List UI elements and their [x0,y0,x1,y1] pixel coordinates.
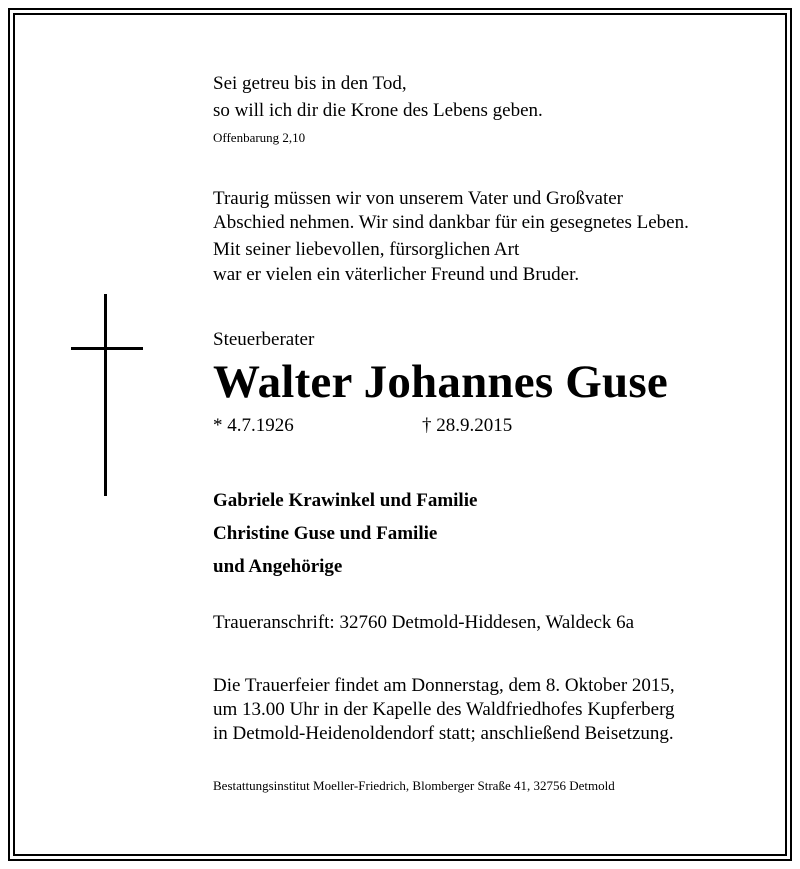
intro-line-3: Mit seiner liebevollen, fürsorglichen Art [213,239,520,260]
death-date: † 28.9.2015 [422,415,513,436]
birth-date: * 4.7.1926 [213,415,294,436]
mourning-address: Traueranschrift: 32760 Detmold-Hiddesen, Waldeck 6a [213,612,635,633]
verse-line-2: so will ich dir die Krone des Lebens geben. [213,100,543,121]
intro-line-4: war er vielen ein väterlicher Freund und Bruder. [213,264,580,285]
ceremony-line-3: in Detmold-Heidenoldendorf statt; anschließend Beisetzung. [213,723,674,744]
mourner-1: Gabriele Krawinkel und Familie [213,490,478,511]
profession: Steuerberater [213,329,315,350]
intro-line-2: Abschied nehmen. Wir sind dankbar für ein gesegnetes Leben. [213,212,689,233]
cross-icon-horizontal [71,347,143,350]
ceremony-line-1: Die Trauerfeier findet am Donnerstag, dem 8. Oktober 2015, [213,675,675,696]
verse-line-1: Sei getreu bis in den Tod, [213,73,407,94]
verse-reference: Offenbarung 2,10 [213,130,306,145]
ceremony-line-2: um 13.00 Uhr in der Kapelle des Waldfriedhofes Kupferberg [213,699,675,720]
cross-icon-vertical [104,294,107,496]
intro-line-1: Traurig müssen wir von unserem Vater und Großvater [213,188,624,209]
mourner-2: Christine Guse und Familie [213,523,438,544]
funeral-home: Bestattungsinstitut Moeller-Friedrich, Blomberger Straße 41, 32756 Detmold [213,778,615,793]
mourner-3: und Angehörige [213,556,343,577]
deceased-name: Walter Johannes Guse [213,356,668,408]
